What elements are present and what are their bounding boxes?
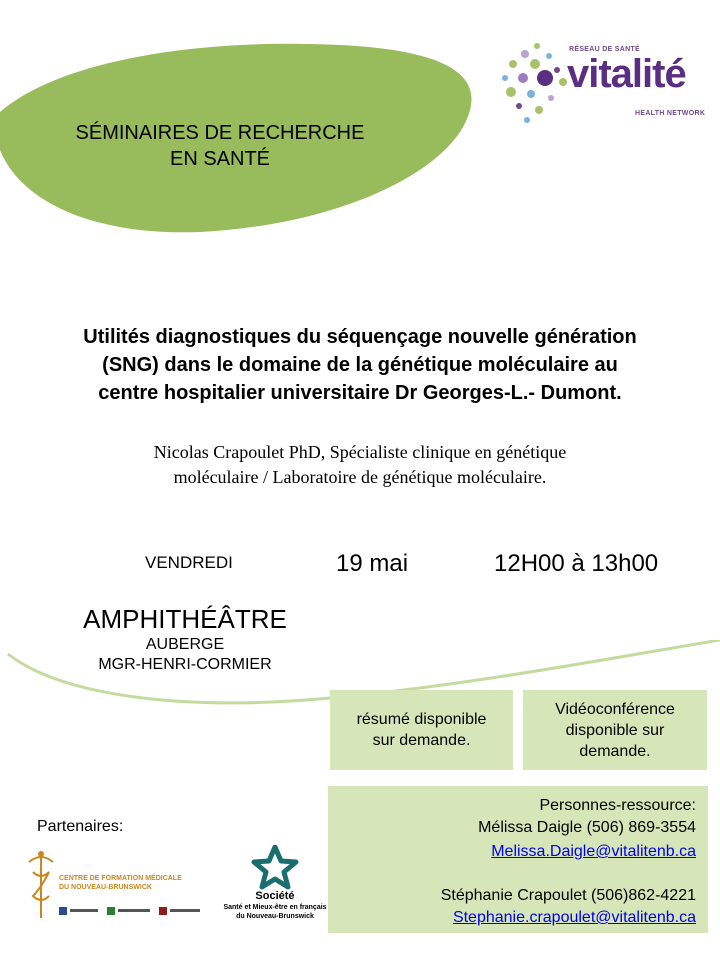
venue-line2: AUBERGE <box>145 636 225 653</box>
contact-box <box>328 786 708 933</box>
venue-line3: MGR-HENRI-CORMIER <box>98 656 272 673</box>
societe-star-icon <box>250 845 300 891</box>
contact-email1-link[interactable]: Melissa.Daigle@vitalitenb.ca <box>491 843 696 860</box>
talk-title-line2: (SNG) dans le domaine de la génétique moléculaire au <box>102 354 618 376</box>
contact-person2: Stéphanie Crapoulet (506)862-4221 <box>440 887 696 904</box>
caduceus-icon <box>25 848 57 920</box>
series-title-line1: SÉMINAIRES DE RECHERCHE <box>75 122 365 144</box>
video-line2: disponible sur <box>565 721 665 739</box>
logo-top-text: RÉSEAU DE SANTÉ <box>569 46 641 53</box>
societe-line1: Santé et Mieux-être en français <box>223 904 327 911</box>
event-day: VENDREDI <box>145 553 233 572</box>
partner-university-logos <box>59 904 209 918</box>
event-time: 12H00 à 13h00 <box>494 550 659 577</box>
speaker-info <box>40 440 680 490</box>
summary-box <box>330 690 513 770</box>
contact-heading: Personnes-ressource: <box>539 797 696 814</box>
societe-text <box>220 890 330 921</box>
speaker-line1: Nicolas Crapoulet PhD, Spécialiste clinique en génétique <box>153 442 567 462</box>
societe-line2: du Nouveau-Brunswick <box>236 913 314 920</box>
speaker-line2: moléculaire / Laboratoire de génétique moléculaire. <box>173 467 547 487</box>
cfm-line1: CENTRE DE FORMATION MÉDICALE <box>59 875 182 882</box>
videoconference-box <box>523 690 707 770</box>
partners-label: Partenaires: <box>37 818 124 835</box>
cfm-text <box>59 874 182 892</box>
talk-title-line3: centre hospitalier universitaire Dr Georges-L.- Dumont. <box>98 382 622 404</box>
event-date: 19 mai <box>336 550 409 577</box>
vitalite-logo <box>497 42 712 127</box>
cfm-logo <box>25 848 215 920</box>
venue-line1: AMPHITHÉÂTRE <box>83 604 287 634</box>
summary-line1: résumé disponible <box>356 711 487 728</box>
logo-bottom-text: HEALTH NETWORK <box>635 110 706 117</box>
cfm-line2: DU NOUVEAU-BRUNSWICK <box>59 884 152 891</box>
series-title <box>40 120 400 172</box>
contact-person1: Mélissa Daigle (506) 869-3554 <box>478 819 696 836</box>
video-line3: demande. <box>579 742 651 760</box>
societe-title: Société <box>255 890 295 902</box>
series-title-line2: EN SANTÉ <box>169 148 271 170</box>
talk-title <box>20 323 700 407</box>
contact-email2-link[interactable]: Stephanie.crapoulet@vitalitenb.ca <box>452 909 696 926</box>
talk-title-line1: Utilités diagnostiques du séquençage nouvelle génération <box>83 326 637 348</box>
logo-dots-icon <box>497 42 577 127</box>
summary-line2: sur demande. <box>372 732 471 749</box>
societe-logo <box>220 845 330 930</box>
video-line1: Vidéoconférence <box>555 700 675 718</box>
logo-word: vitalité <box>567 52 686 96</box>
